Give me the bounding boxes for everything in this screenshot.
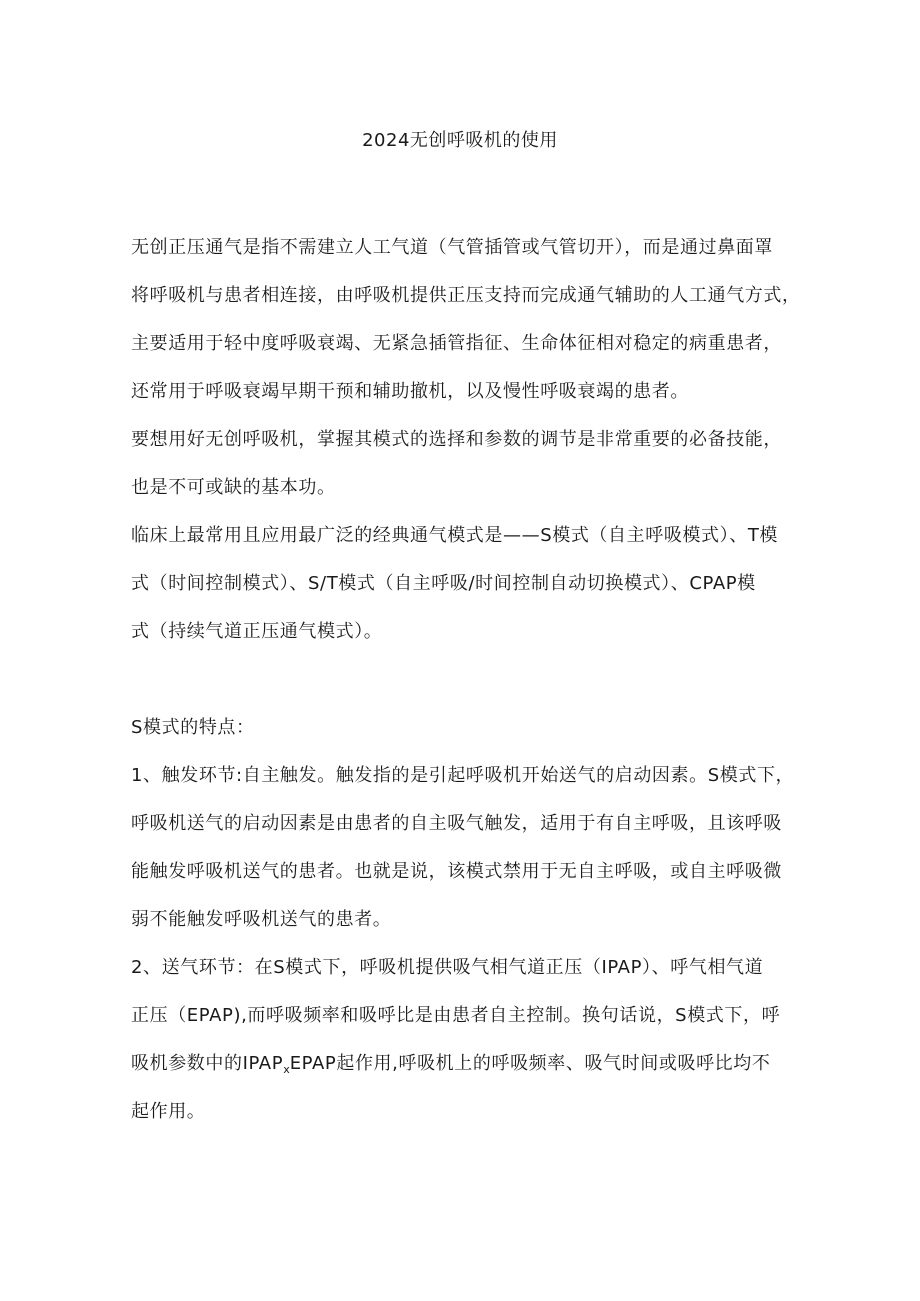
item1-line-2: 呼吸机送气的启动因素是由患者的自主吸气触发，适用于有自主呼吸，且该呼吸 <box>131 813 782 834</box>
item2-line-3-part-a: 吸机参数中的IPAP <box>131 1053 284 1074</box>
intro-line-5: 要想用好无创呼吸机，掌握其模式的选择和参数的调节是非常重要的必备技能， <box>131 429 782 450</box>
intro-line-1: 无创正压通气是指不需建立人工气道（气管插管或气管切开），而是通过鼻面罩 <box>131 237 773 258</box>
item1-line-4: 弱不能触发呼吸机送气的患者。 <box>131 909 392 930</box>
item2-line-2: 正压（EPAP),而呼吸频率和吸呼比是由患者自主控制。换句话说，S模式下，呼 <box>131 1005 781 1026</box>
item1-line-3: 能触发呼吸机送气的患者。也就是说，该模式禁用于无自主呼吸，或自主呼吸微 <box>131 861 782 882</box>
document-title: 2024无创呼吸机的使用 <box>362 130 558 151</box>
intro-line-4: 还常用于呼吸衰竭早期干预和辅助撤机，以及慢性呼吸衰竭的患者。 <box>131 381 689 402</box>
s-mode-heading: S模式的特点： <box>131 717 255 738</box>
item2-line-1: 2、送气环节：在S模式下，呼吸机提供吸气相气道正压（IPAP）、呼气相气道 <box>131 957 764 978</box>
intro-line-6: 也是不可或缺的基本功。 <box>131 477 336 498</box>
intro-line-3: 主要适用于轻中度呼吸衰竭、无紧急插管指征、生命体征相对稳定的病重患者， <box>131 333 782 354</box>
intro-line-2: 将呼吸机与患者相连接，由呼吸机提供正压支持而完成通气辅助的人工通气方式， <box>131 285 801 306</box>
item1-line-1: 1、触发环节:自主触发。触发指的是引起呼吸机开始送气的启动因素。S模式下， <box>131 765 795 786</box>
intro-line-8: 式（时间控制模式）、S/T模式（自主呼吸/时间控制自动切换模式）、CPAP模 <box>131 573 756 594</box>
intro-line-9: 式（持续气道正压通气模式）。 <box>131 621 383 642</box>
item2-line-3-subscript: x <box>283 1063 290 1076</box>
item2-line-4: 起作用。 <box>131 1101 206 1122</box>
item2-line-3 <box>131 1050 770 1084</box>
intro-line-7: 临床上最常用且应用最广泛的经典通气模式是——S模式（自主呼吸模式）、T模 <box>131 525 779 546</box>
item2-line-3-part-b: EPAP起作用,呼吸机上的呼吸频率、吸气时间或吸呼比均不 <box>289 1053 771 1074</box>
